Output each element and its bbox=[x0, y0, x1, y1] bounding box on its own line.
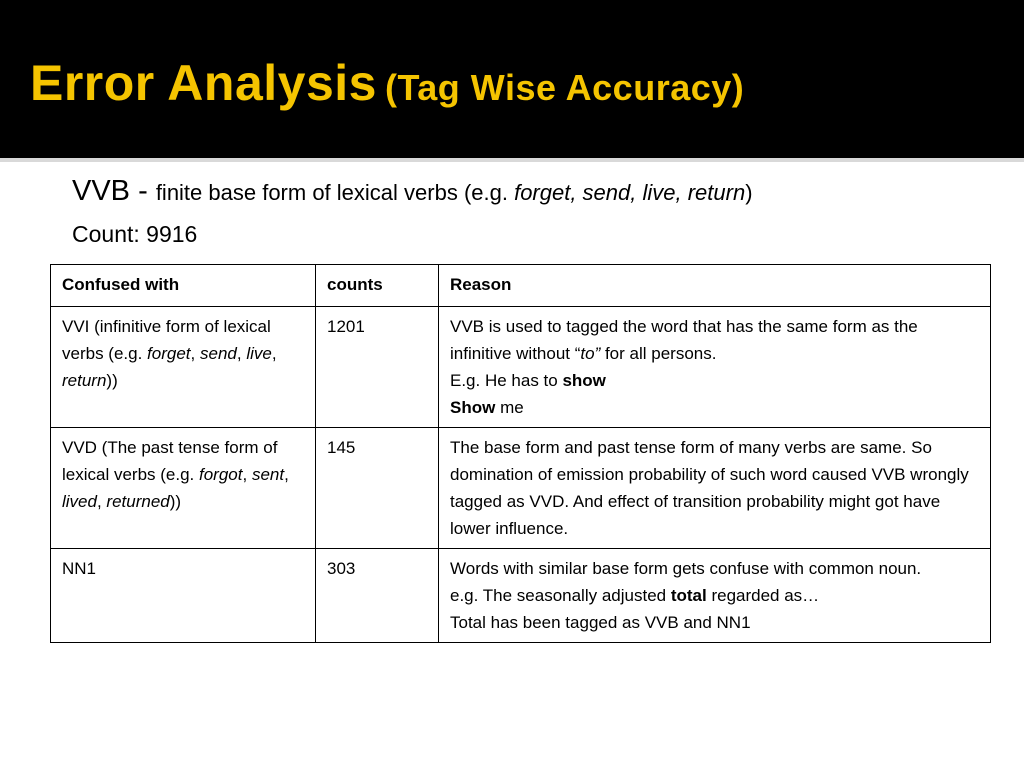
reason-cell bbox=[439, 549, 991, 643]
reason-bold: total bbox=[670, 586, 707, 605]
cell-separator: , bbox=[284, 465, 289, 484]
reason-bold: show bbox=[562, 371, 606, 390]
reason-text: regarded as… bbox=[706, 586, 820, 605]
cell-separator: , bbox=[271, 344, 277, 363]
cell-text: )) bbox=[106, 371, 118, 390]
title-main: Error Analysis bbox=[30, 55, 377, 111]
confused-with-cell bbox=[51, 307, 316, 428]
confusion-table bbox=[50, 264, 991, 643]
reason-cell bbox=[439, 307, 991, 428]
header-confused-with: Confused with bbox=[51, 265, 316, 307]
count-cell: 1201 bbox=[316, 307, 439, 428]
table-row bbox=[51, 307, 991, 428]
cell-example: returned bbox=[106, 492, 170, 511]
reason-text: for all persons. bbox=[600, 344, 717, 363]
reason-text: VVB is used to tagged the word that has the same form as the infinitive without “ bbox=[450, 317, 918, 363]
cell-text: )) bbox=[169, 492, 182, 511]
reason-text: E.g. He has to bbox=[450, 371, 563, 390]
cell-example: return bbox=[62, 371, 107, 390]
reason-text: Total has been tagged as VVB and NN1 bbox=[450, 613, 751, 632]
cell-example: send bbox=[199, 344, 237, 363]
cell-separator: , bbox=[242, 465, 252, 484]
cell-example: forget bbox=[147, 344, 191, 363]
title-subtitle: (Tag Wise Accuracy) bbox=[384, 67, 745, 108]
reason-italic: to” bbox=[580, 344, 601, 363]
cell-example: sent bbox=[251, 465, 285, 484]
slide-title bbox=[30, 55, 745, 111]
cell-example: lived bbox=[62, 492, 97, 511]
reason-bold: Show bbox=[450, 398, 496, 417]
header-counts: counts bbox=[316, 265, 439, 307]
tag-name: VVB - bbox=[72, 175, 148, 207]
header-reason: Reason bbox=[439, 265, 991, 307]
table-row bbox=[51, 428, 991, 549]
tag-desc-examples: forget, send, live, return bbox=[514, 180, 746, 205]
reason-text: e.g. The seasonally adjusted bbox=[450, 586, 671, 605]
tag-count: Count: 9916 bbox=[72, 221, 198, 247]
count-cell: 303 bbox=[316, 549, 439, 643]
reason-cell: The base form and past tense form of many verbs are same. So domination of emission probability of such word caused VVB wrongly tagged as VVD. And effect of transition probability might got have lower influence. bbox=[439, 428, 991, 549]
cell-separator: , bbox=[236, 344, 247, 363]
cell-text: VVI (infinitive form of lexical verbs (e.g. bbox=[62, 317, 271, 363]
table-row bbox=[51, 549, 991, 643]
count-cell: 145 bbox=[316, 428, 439, 549]
confused-with-cell: NN1 bbox=[51, 549, 316, 643]
title-separator bbox=[0, 158, 1024, 162]
reason-text: me bbox=[495, 398, 524, 417]
cell-separator: , bbox=[96, 492, 107, 511]
confused-with-cell bbox=[51, 428, 316, 549]
reason-text: Words with similar base form gets confuse with common noun. bbox=[450, 559, 922, 578]
tag-desc-text: finite base form of lexical verbs (e.g. bbox=[155, 180, 515, 205]
tag-desc-close: ) bbox=[745, 180, 753, 205]
cell-example: live bbox=[246, 344, 272, 363]
table-header-row bbox=[51, 265, 991, 307]
tag-description bbox=[156, 180, 753, 205]
cell-separator: , bbox=[190, 344, 200, 363]
cell-example: forgot bbox=[199, 465, 243, 484]
tag-definition bbox=[72, 175, 753, 208]
cell-text: VVD (The past tense form of lexical verbs (e.g. bbox=[62, 438, 278, 484]
